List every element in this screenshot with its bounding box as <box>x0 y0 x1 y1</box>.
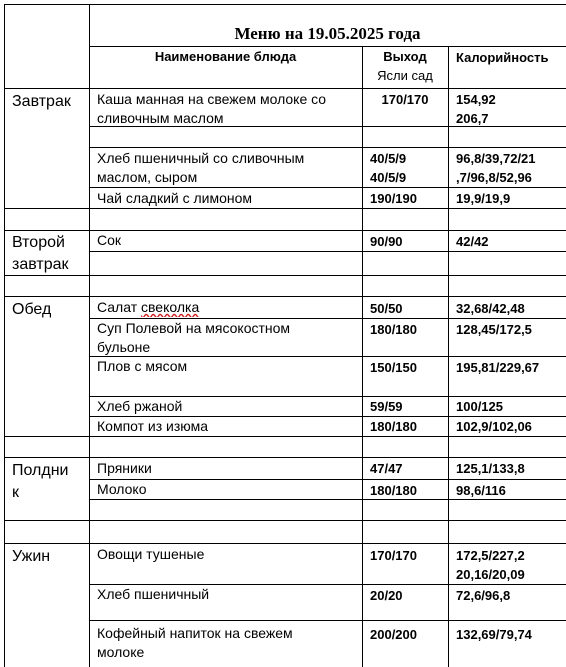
grid-line <box>89 187 566 188</box>
dish-name: Чай сладкий с лимоном <box>97 190 253 206</box>
dish-output: 180/180 <box>370 419 417 434</box>
menu-table <box>4 4 566 667</box>
grid-line <box>4 296 566 297</box>
dish-calories: 128,45/172,5 <box>456 322 532 337</box>
meal-dinner: Ужин <box>12 548 51 565</box>
dish-name: Компот из изюма <box>97 418 209 434</box>
dish-output: 59/59 <box>370 399 403 414</box>
grid-line <box>89 251 566 252</box>
grid-line <box>4 275 566 276</box>
dish-calories: 132,69/79,74 <box>456 627 532 642</box>
meal-second-breakfast-line1: Второй <box>12 234 65 251</box>
dish-calories: 98,6/116 <box>456 483 506 498</box>
header-dish: Наименование блюда <box>154 49 297 64</box>
grid-line <box>89 620 566 621</box>
dish-output: 170/170 <box>381 92 429 107</box>
dish-calories: 19,9/19,9 <box>456 191 511 206</box>
dish-output: 180/180 <box>370 483 417 498</box>
dish-name: Хлеб пшеничный со сливочным маслом, сыром <box>97 150 305 185</box>
meal-snack-line1: Полдни <box>12 462 69 479</box>
grid-line <box>4 4 566 5</box>
dish-calories: 32,68/42,48 <box>456 301 525 316</box>
grid-line <box>4 520 566 521</box>
dish-output: 190/190 <box>370 191 417 206</box>
dish-output: 200/200 <box>370 627 417 642</box>
dish-name: Плов с мясом <box>97 358 188 374</box>
meal-second-breakfast-line2: завтрак <box>12 256 69 273</box>
dish-output: 40/5/9 40/5/9 <box>370 151 407 185</box>
dish-calories: 125,1/133,8 <box>456 461 525 476</box>
dish-calories: 42/42 <box>456 234 489 249</box>
meal-breakfast: Завтрак <box>12 93 71 110</box>
dish-output: 47/47 <box>370 461 403 476</box>
dish-calories: 96,8/39,72/21 ,7/96,8/52,96 <box>456 151 536 185</box>
dish-output: 150/150 <box>370 360 417 375</box>
grid-line-left <box>4 4 5 667</box>
dish-output: 180/180 <box>370 322 417 337</box>
meal-snack-line2: к <box>12 484 19 501</box>
dish-calories: 72,6/96,8 <box>456 588 511 603</box>
dish-name: Каша манная на свежем молоке со сливочным маслом <box>97 91 327 126</box>
dish-name: Овощи тушеные <box>97 546 205 562</box>
dish-calories: 100/125 <box>456 399 503 414</box>
dish-name: Хлеб пшеничный <box>97 586 210 602</box>
grid-line <box>4 543 566 544</box>
dish-calories: 102,9/102,06 <box>456 419 532 434</box>
dish-calories: 195,81/229,67 <box>456 360 540 375</box>
header-calories: Калорийность <box>456 50 549 65</box>
dish-calories: 154,92 206,7 <box>456 92 496 126</box>
grid-line <box>4 88 566 89</box>
dish-name: Кофейный напиток на свежем молоке <box>97 625 293 660</box>
dish-name: Сок <box>97 232 122 248</box>
dish-output: 170/170 <box>370 548 417 563</box>
dish-output: 50/50 <box>370 301 403 316</box>
header-output: Выход <box>383 49 427 64</box>
page-title: Меню на 19.05.2025 года <box>234 24 421 43</box>
meal-lunch: Обед <box>12 301 52 318</box>
dish-name: Суп Полевой на мясокостном бульоне <box>97 320 291 355</box>
grid-line <box>89 147 566 148</box>
dish-output: 90/90 <box>370 234 403 249</box>
grid-line <box>4 208 566 209</box>
dish-calories: 172,5/227,2 20,16/20,09 <box>456 548 525 582</box>
dish-name: Молоко <box>97 481 147 497</box>
header-output-sub: Ясли сад <box>377 68 433 83</box>
grid-line-meal <box>89 4 90 667</box>
grid-line <box>4 436 566 437</box>
dish-output: 20/20 <box>370 588 403 603</box>
grid-line <box>4 457 566 458</box>
dish-name: Пряники <box>97 460 152 476</box>
dish-name: Хлеб ржаной <box>97 398 183 414</box>
dish-name: Салат свеколка <box>97 299 200 315</box>
grid-line <box>89 46 566 47</box>
